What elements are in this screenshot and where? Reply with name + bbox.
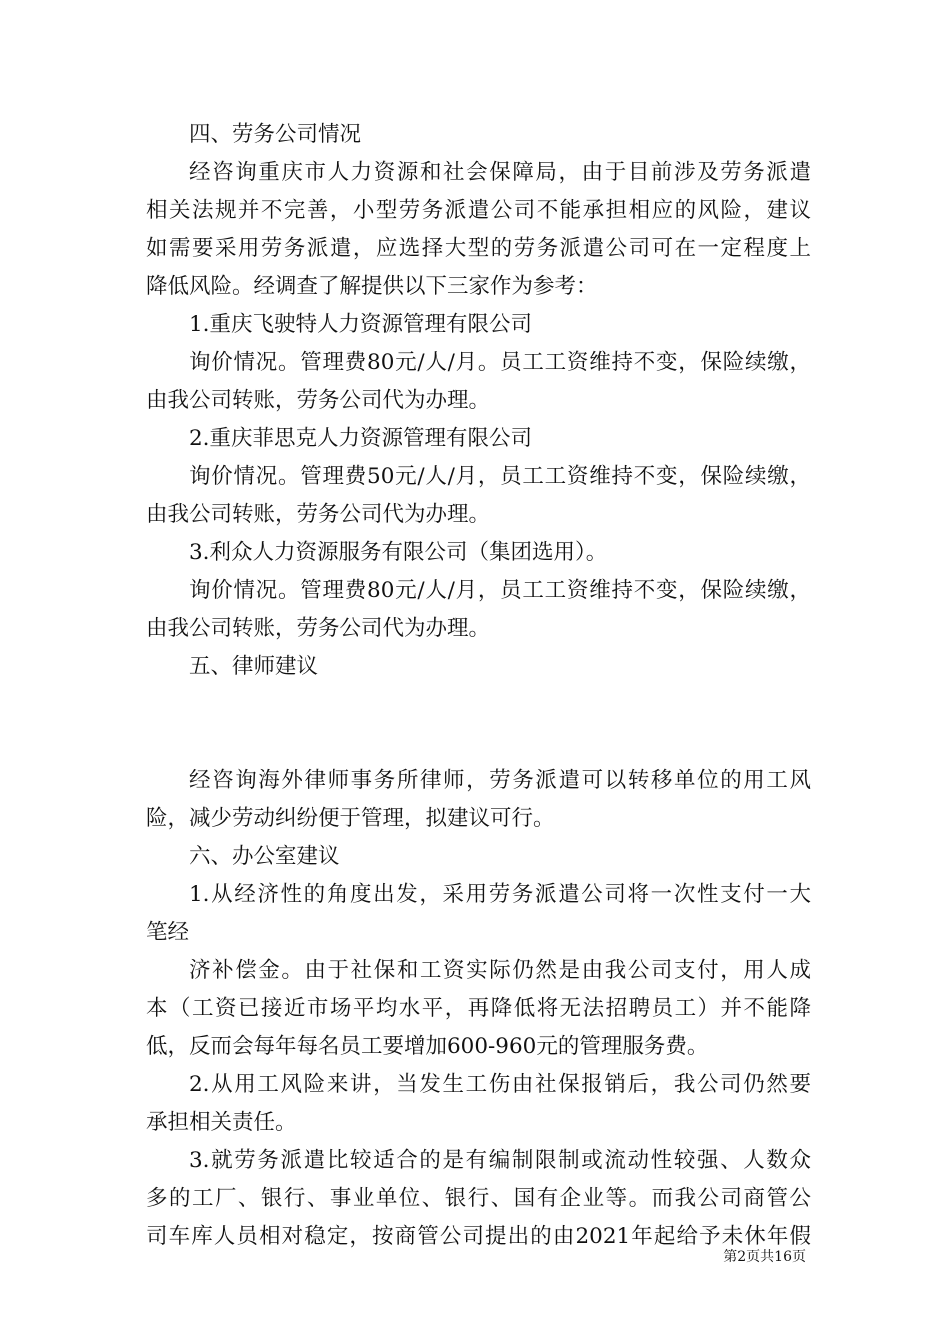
text-line: 多的工厂、银行、事业单位、银行、国有企业等。而我公司商管公: [146, 1186, 811, 1211]
text-line: 3.就劳务派遣比较适合的是有编制限制或流动性较强、人数众: [189, 1148, 811, 1173]
text-line: 济补偿金。由于社保和工资实际仍然是由我公司支付，用人成: [189, 958, 811, 983]
blank-line: [146, 686, 811, 724]
text-line: 1.从经济性的角度出发，采用劳务派遣公司将一次性支付一大: [189, 882, 811, 907]
text-line: 经咨询海外律师事务所律师，劳务派遣可以转移单位的用工风: [189, 768, 811, 793]
text-line: 询价情况。管理费80元/人/月，员工工资维持不变，保险续缴，: [189, 578, 811, 603]
text-line: 3.利众人力资源服务有限公司（集团选用）。: [189, 540, 608, 565]
text-line: 经咨询重庆市人力资源和社会保障局，由于目前涉及劳务派遣: [189, 160, 811, 185]
text-line: 司车库人员相对稳定，按商管公司提出的由2021年起给予未休年假: [146, 1224, 811, 1249]
text-line: 笔经: [146, 920, 190, 945]
text-line: 由我公司转账，劳务公司代为办理。: [146, 502, 491, 527]
text-line: 低，反而会每年每名员工要增加600-960元的管理服务费。: [146, 1034, 709, 1059]
text-line: 询价情况。管理费50元/人/月，员工工资维持不变，保险续缴，: [189, 464, 811, 489]
text-line: 承担相关责任。: [146, 1110, 297, 1135]
text-line: 询价情况。管理费80元/人/月。员工工资维持不变，保险续缴，: [189, 350, 811, 375]
blank-line: [146, 724, 811, 762]
text-line: 由我公司转账，劳务公司代为办理。: [146, 616, 491, 641]
text-line: 1.重庆飞驶特人力资源管理有限公司: [189, 312, 533, 337]
document-body: [146, 116, 811, 1256]
text-line: 本（工资已接近市场平均水平，再降低将无法招聘员工）并不能降: [146, 996, 811, 1021]
text-line: 2.从用工风险来讲，当发生工伤由社保报销后，我公司仍然要: [189, 1072, 811, 1097]
text-line: 险，减少劳动纠纷便于管理，拟建议可行。: [146, 806, 555, 831]
text-line: 2.重庆菲思克人力资源管理有限公司: [189, 426, 533, 451]
page-number-footer: 第2页共16页: [723, 1249, 806, 1265]
text-line: 五、律师建议: [189, 654, 319, 679]
text-line: 由我公司转账，劳务公司代为办理。: [146, 388, 491, 413]
text-line: 四、劳务公司情况: [189, 122, 362, 147]
text-line: 降低风险。经调查了解提供以下三家作为参考：: [146, 274, 598, 299]
text-line: 相关法规并不完善，小型劳务派遣公司不能承担相应的风险，建议: [146, 198, 811, 223]
text-line: 如需要采用劳务派遣，应选择大型的劳务派遣公司可在一定程度上: [146, 236, 811, 261]
text-line: 六、办公室建议: [189, 844, 340, 869]
